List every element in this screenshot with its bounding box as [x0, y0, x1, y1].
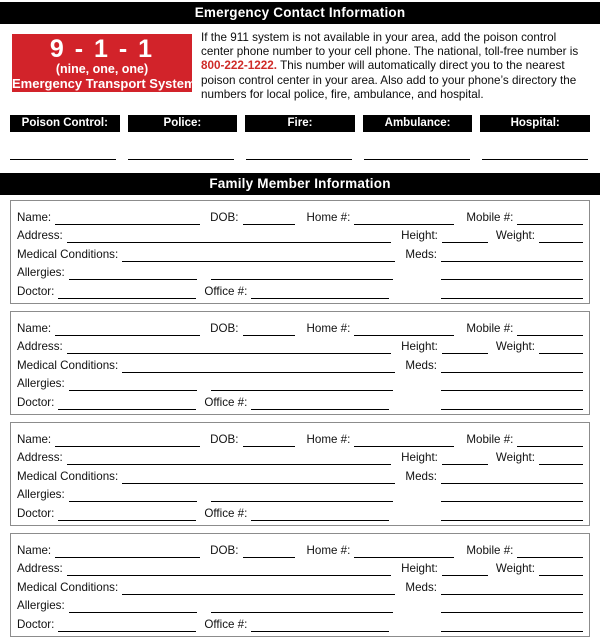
family-member-block [10, 422, 590, 526]
mobile-number-field-line [517, 435, 583, 447]
medical-conditions-row [17, 354, 583, 373]
mobile-number-field-line [517, 213, 583, 225]
height-label: Height: [401, 229, 438, 243]
contact-labels-row [10, 115, 590, 132]
office-number-label: Office #: [204, 617, 248, 631]
dob-label: DOB: [210, 321, 239, 335]
mobile-number-label: Mobile #: [466, 543, 514, 557]
medical-conditions-field-line [122, 472, 395, 484]
meds-continuation-line-1 [441, 268, 583, 280]
name-field-line [55, 324, 200, 336]
weight-field-line [539, 453, 583, 465]
allergies-field-line [69, 490, 197, 502]
allergies-continuation-line [211, 379, 393, 391]
allergies-continuation-line [211, 601, 393, 613]
home-number-label: Home #: [306, 543, 351, 557]
name-label: Name: [17, 210, 52, 224]
height-field-line [442, 231, 488, 243]
office-number-field-line [251, 620, 389, 632]
name-field-line [55, 435, 200, 447]
paragraph-text-after: This number will automatically direct you to the nearest poison control center in your area. Also add to your phone’s directory the numbers for local police, fire, ambulance, and hospital. [201, 59, 577, 101]
meds-field-line [441, 472, 583, 484]
mobile-number-label: Mobile #: [466, 210, 514, 224]
emergency-transport-system-label: Emergency Transport System [12, 76, 196, 91]
meds-label: Meds: [405, 580, 437, 594]
doctor-label: Doctor: [17, 617, 55, 631]
doctor-field-line [58, 620, 196, 632]
doctor-label: Doctor: [17, 284, 55, 298]
medical-conditions-field-line [122, 583, 395, 595]
poison-control-phone-number: 800-222-1222. [201, 59, 278, 73]
weight-field-line [539, 231, 583, 243]
name-field-line [55, 213, 200, 225]
weight-label: Weight: [495, 229, 535, 243]
allergies-label: Allergies: [17, 599, 65, 613]
name-row [17, 428, 583, 447]
allergies-row [17, 595, 583, 614]
emergency-intro-row [12, 31, 590, 102]
nine-one-one-number: 9 - 1 - 1 [49, 35, 155, 63]
name-row [17, 539, 583, 558]
mobile-number-label: Mobile #: [466, 321, 514, 335]
height-field-line [442, 453, 488, 465]
name-row [17, 206, 583, 225]
meds-label: Meds: [405, 469, 437, 483]
paragraph-text-before: If the 911 system is not available in your area, add the poison control center phone number to your cell phone. The national, toll-free number is [201, 31, 579, 59]
address-row [17, 558, 583, 577]
home-number-field-line [354, 324, 454, 336]
home-number-field-line [354, 435, 454, 447]
contact-label-poison-control: Poison Control: [10, 115, 120, 132]
doctor-label: Doctor: [17, 395, 55, 409]
dob-field-line [243, 546, 295, 558]
doctor-row [17, 391, 583, 410]
office-number-field-line [251, 287, 389, 299]
doctor-field-line [58, 398, 196, 410]
meds-field-line [441, 583, 583, 595]
family-member-block [10, 200, 590, 304]
meds-continuation-line-2 [441, 287, 583, 299]
dob-field-line [243, 213, 295, 225]
home-number-field-line [354, 213, 454, 225]
contact-label-police: Police: [128, 115, 238, 132]
medical-conditions-label: Medical Conditions: [17, 247, 119, 261]
office-number-label: Office #: [204, 395, 248, 409]
family-member-block [10, 311, 590, 415]
home-number-field-line [354, 546, 454, 558]
allergies-label: Allergies: [17, 266, 65, 280]
home-number-label: Home #: [306, 210, 351, 224]
fire-phone-line [246, 159, 352, 160]
doctor-label: Doctor: [17, 506, 55, 520]
contact-label-fire: Fire: [245, 115, 355, 132]
mobile-number-field-line [517, 546, 583, 558]
allergies-label: Allergies: [17, 377, 65, 391]
medical-conditions-field-line [122, 250, 395, 262]
medical-conditions-field-line [122, 361, 395, 373]
medical-conditions-row [17, 243, 583, 262]
height-label: Height: [401, 340, 438, 354]
emergency-contact-header-bar: Emergency Contact Information [0, 2, 600, 24]
dob-field-line [243, 324, 295, 336]
office-number-label: Office #: [204, 506, 248, 520]
weight-field-line [539, 342, 583, 354]
address-label: Address: [17, 340, 63, 354]
medical-conditions-row [17, 576, 583, 595]
mobile-number-label: Mobile #: [466, 432, 514, 446]
office-number-label: Office #: [204, 284, 248, 298]
weight-field-line [539, 564, 583, 576]
allergies-row [17, 262, 583, 281]
weight-label: Weight: [495, 451, 535, 465]
medical-conditions-label: Medical Conditions: [17, 358, 119, 372]
poison-control-phone-line [10, 159, 116, 160]
allergies-continuation-line [211, 268, 393, 280]
meds-continuation-line-2 [441, 620, 583, 632]
allergies-row [17, 484, 583, 503]
doctor-row [17, 280, 583, 299]
meds-continuation-line-1 [441, 490, 583, 502]
address-field-line [67, 231, 391, 243]
allergies-label: Allergies: [17, 488, 65, 502]
doctor-field-line [58, 287, 196, 299]
contact-label-ambulance: Ambulance: [363, 115, 473, 132]
weight-label: Weight: [495, 340, 535, 354]
allergies-continuation-line [211, 490, 393, 502]
name-label: Name: [17, 321, 52, 335]
allergies-row [17, 373, 583, 392]
doctor-row [17, 613, 583, 632]
weight-label: Weight: [495, 562, 535, 576]
ambulance-phone-line [364, 159, 470, 160]
height-field-line [442, 564, 488, 576]
police-phone-line [128, 159, 234, 160]
medical-conditions-row [17, 465, 583, 484]
office-number-field-line [251, 398, 389, 410]
family-member-header-bar: Family Member Information [0, 173, 600, 195]
address-row [17, 336, 583, 355]
dob-label: DOB: [210, 543, 239, 557]
medical-conditions-label: Medical Conditions: [17, 469, 119, 483]
height-field-line [442, 342, 488, 354]
address-field-line [67, 342, 391, 354]
meds-field-line [441, 250, 583, 262]
address-field-line [67, 564, 391, 576]
meds-continuation-line-2 [441, 398, 583, 410]
hospital-phone-line [482, 159, 588, 160]
contact-phone-lines-row [10, 159, 588, 160]
allergies-field-line [69, 268, 197, 280]
meds-continuation-line-1 [441, 601, 583, 613]
doctor-field-line [58, 509, 196, 521]
address-field-line [67, 453, 391, 465]
name-field-line [55, 546, 200, 558]
medical-conditions-label: Medical Conditions: [17, 580, 119, 594]
meds-label: Meds: [405, 358, 437, 372]
height-label: Height: [401, 562, 438, 576]
address-label: Address: [17, 451, 63, 465]
meds-field-line [441, 361, 583, 373]
address-label: Address: [17, 562, 63, 576]
mobile-number-field-line [517, 324, 583, 336]
allergies-field-line [69, 601, 197, 613]
meds-continuation-line-1 [441, 379, 583, 391]
family-member-block [10, 533, 590, 637]
dob-label: DOB: [210, 432, 239, 446]
name-label: Name: [17, 432, 52, 446]
nine-one-one-words: (nine, one, one) [55, 62, 149, 76]
allergies-field-line [69, 379, 197, 391]
address-row [17, 225, 583, 244]
home-number-label: Home #: [306, 432, 351, 446]
nine-one-one-box [12, 34, 196, 92]
doctor-row [17, 502, 583, 521]
poison-control-paragraph [201, 31, 590, 102]
dob-field-line [243, 435, 295, 447]
address-label: Address: [17, 229, 63, 243]
family-members [10, 200, 590, 637]
name-label: Name: [17, 543, 52, 557]
dob-label: DOB: [210, 210, 239, 224]
height-label: Height: [401, 451, 438, 465]
contact-label-hospital: Hospital: [480, 115, 590, 132]
name-row [17, 317, 583, 336]
home-number-label: Home #: [306, 321, 351, 335]
meds-label: Meds: [405, 247, 437, 261]
address-row [17, 447, 583, 466]
office-number-field-line [251, 509, 389, 521]
meds-continuation-line-2 [441, 509, 583, 521]
